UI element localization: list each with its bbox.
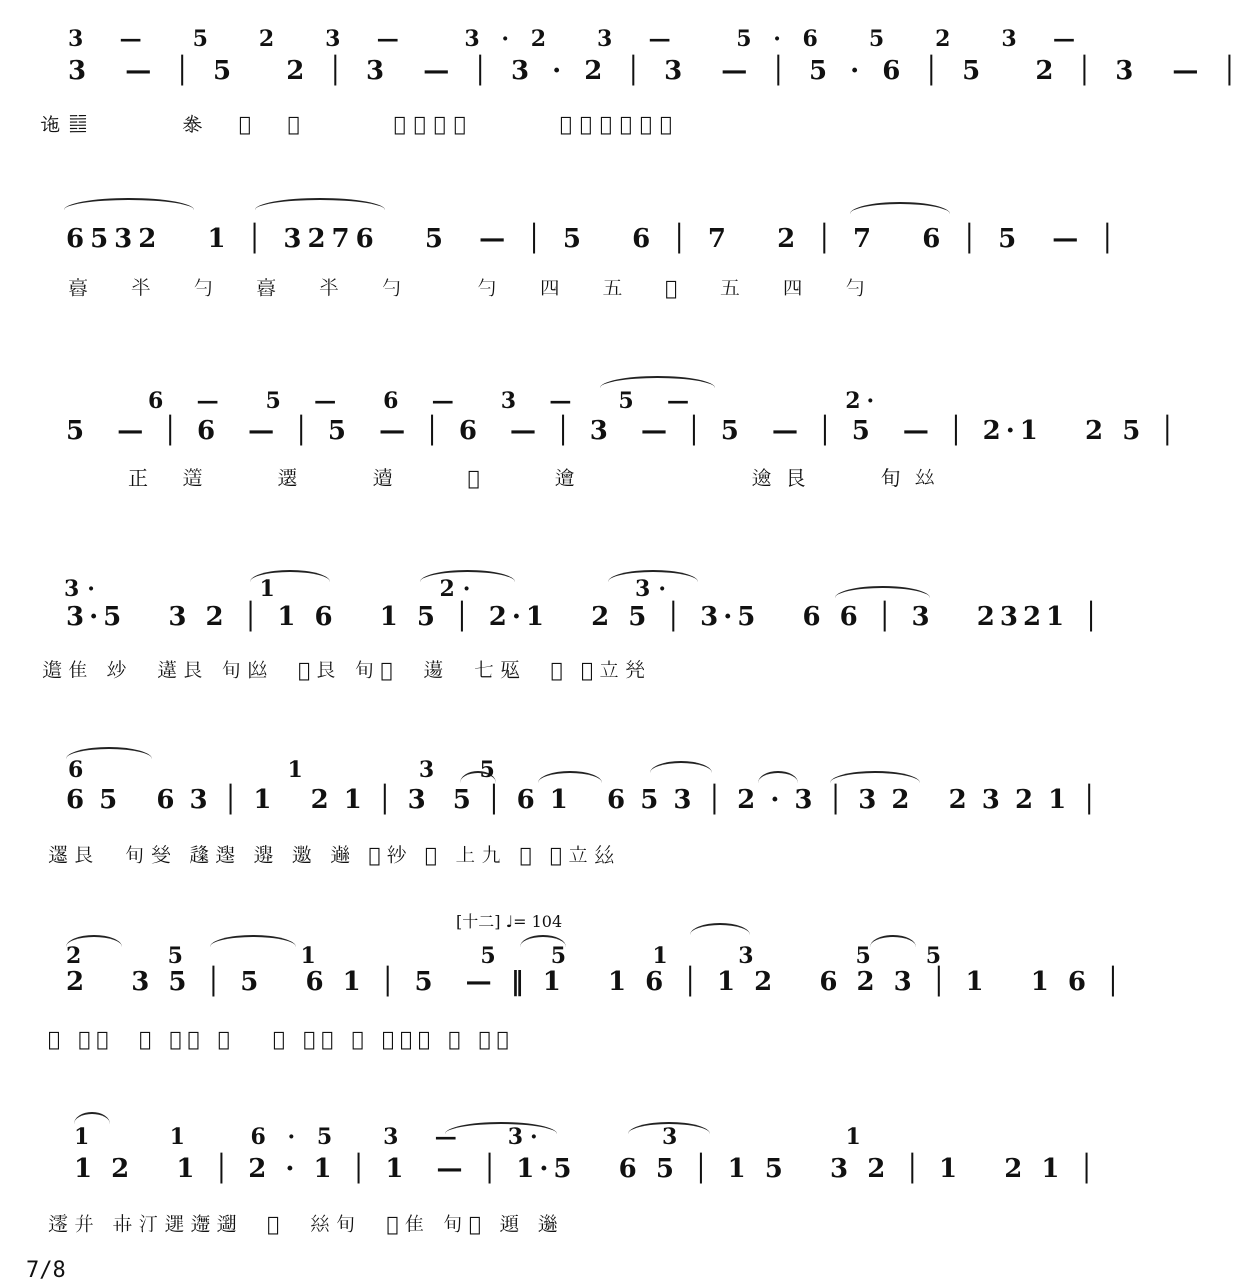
slur xyxy=(835,586,930,598)
guqin-tablature-line: 𨗺并 𠦃汀𨗻𨗼𨗽 𨗾 𢇃旬 𨗿隹 旬𢇄 𨘀 𨘁 xyxy=(48,1212,564,1236)
guqin-tablature-line: 𨗧隹 𢆷 𨗨艮 旬𢆸 𨗩艮 旬𢆹 𨗪 七𢆺 𠫤 𠫤立𢆻 xyxy=(42,658,652,682)
slur xyxy=(538,771,602,783)
slur xyxy=(830,771,920,783)
guqin-tablature-line: 𨗫艮 旬𢆼 𨗬𨗭 𨗮 𨗯 𨗰 𠫤𢆽 𨗱 上九 𨗲 𠫤立𢆾 xyxy=(48,843,620,867)
section-tempo-marker: [十二] ♩= 104 xyxy=(456,912,563,931)
jianpu-line: 2 3 5 │ 5 6 1 │ 5 — ‖ 1 1 6 │ 1 2 6 2 3 │ 1 1 6 │ xyxy=(66,967,1126,997)
upper-voice-line: 1 1 6 · 5 3 — 3· 3 1 xyxy=(74,1124,868,1150)
jianpu-line: 3 — │ 5 2 │ 3 — │ 3 · 2 │ 3 — │ 5 · 6 │ 5 2 │ 3 — │ xyxy=(68,56,1244,86)
page-number: 7/8 xyxy=(26,1258,66,1283)
jianpu-line: 6532 1 │ 3276 5 — │ 5 6 │ 7 2 │ 7 6 │ 5 — │ xyxy=(66,224,1122,254)
upper-voice-line: 2 5 1 5 5 1 3 5 5 xyxy=(66,943,950,969)
upper-voice-line: 6 — 5 — 6 — 3 — 5 — 2· xyxy=(66,388,881,414)
slur xyxy=(690,923,750,935)
slur xyxy=(758,771,798,783)
slur xyxy=(255,198,385,210)
upper-voice-line: 3· 1 2· 3· xyxy=(64,576,674,602)
slur xyxy=(650,761,712,773)
jianpu-line: 1 2 1 │ 2 · 1 │ 1 — │ 1·5 6 5 │ 1 5 3 2 │ 1 2 1 │ xyxy=(74,1154,1100,1184)
guqin-tablature-line: 正 𨗡 𨗢 𨗣 𨗤 𨗥 𨗦艮 旬𢆶 xyxy=(128,466,949,490)
slur xyxy=(850,202,950,214)
slur xyxy=(64,198,194,210)
guqin-tablature-line: 𨗳 七𢆿 𨗴 七𢇀 𨗵 𨗶 𠦃𢇁 𨗷 𨗸艮旬 𨗹 𠦃𢇂 xyxy=(48,1027,515,1051)
jianpu-line: 6 5 6 3 │ 1 2 1 │ 3 5 │ 6 1 6 5 3 │ 2 · 3 │ 3 2 2 3 2 1 │ xyxy=(66,785,1100,815)
slur xyxy=(74,1112,110,1124)
upper-voice-line: 3 — 5 2 3 — 3 · 2 3 — 5 · 6 5 2 3 — xyxy=(68,26,1083,52)
jianpu-line: 5 — │ 6 — │ 5 — │ 6 — │ 3 — │ 5 — │ 5 — │ 2·1 2 5 │ xyxy=(66,416,1180,446)
upper-voice-line: 6 1 3 5 xyxy=(68,757,505,783)
slur xyxy=(600,376,715,388)
jianpu-line: 3·5 3 2 │ 1 6 1 5 │ 2·1 2 5 │ 3·5 6 6 │ 3 2321 │ xyxy=(66,602,1104,632)
guqin-tablature-line: 𫍟䷾ 𣳾 𤅂 𥁆 𧤌𥧗𦇷𩢼 𪆘𢮛𣿸𪆞𩟣𨗆 xyxy=(40,112,680,136)
guqin-tablature-line: 𠆌 𠦂 勺 𠆌 𠦂 勺 勺 四 五 𠫤 五 四 勺 xyxy=(68,276,876,300)
